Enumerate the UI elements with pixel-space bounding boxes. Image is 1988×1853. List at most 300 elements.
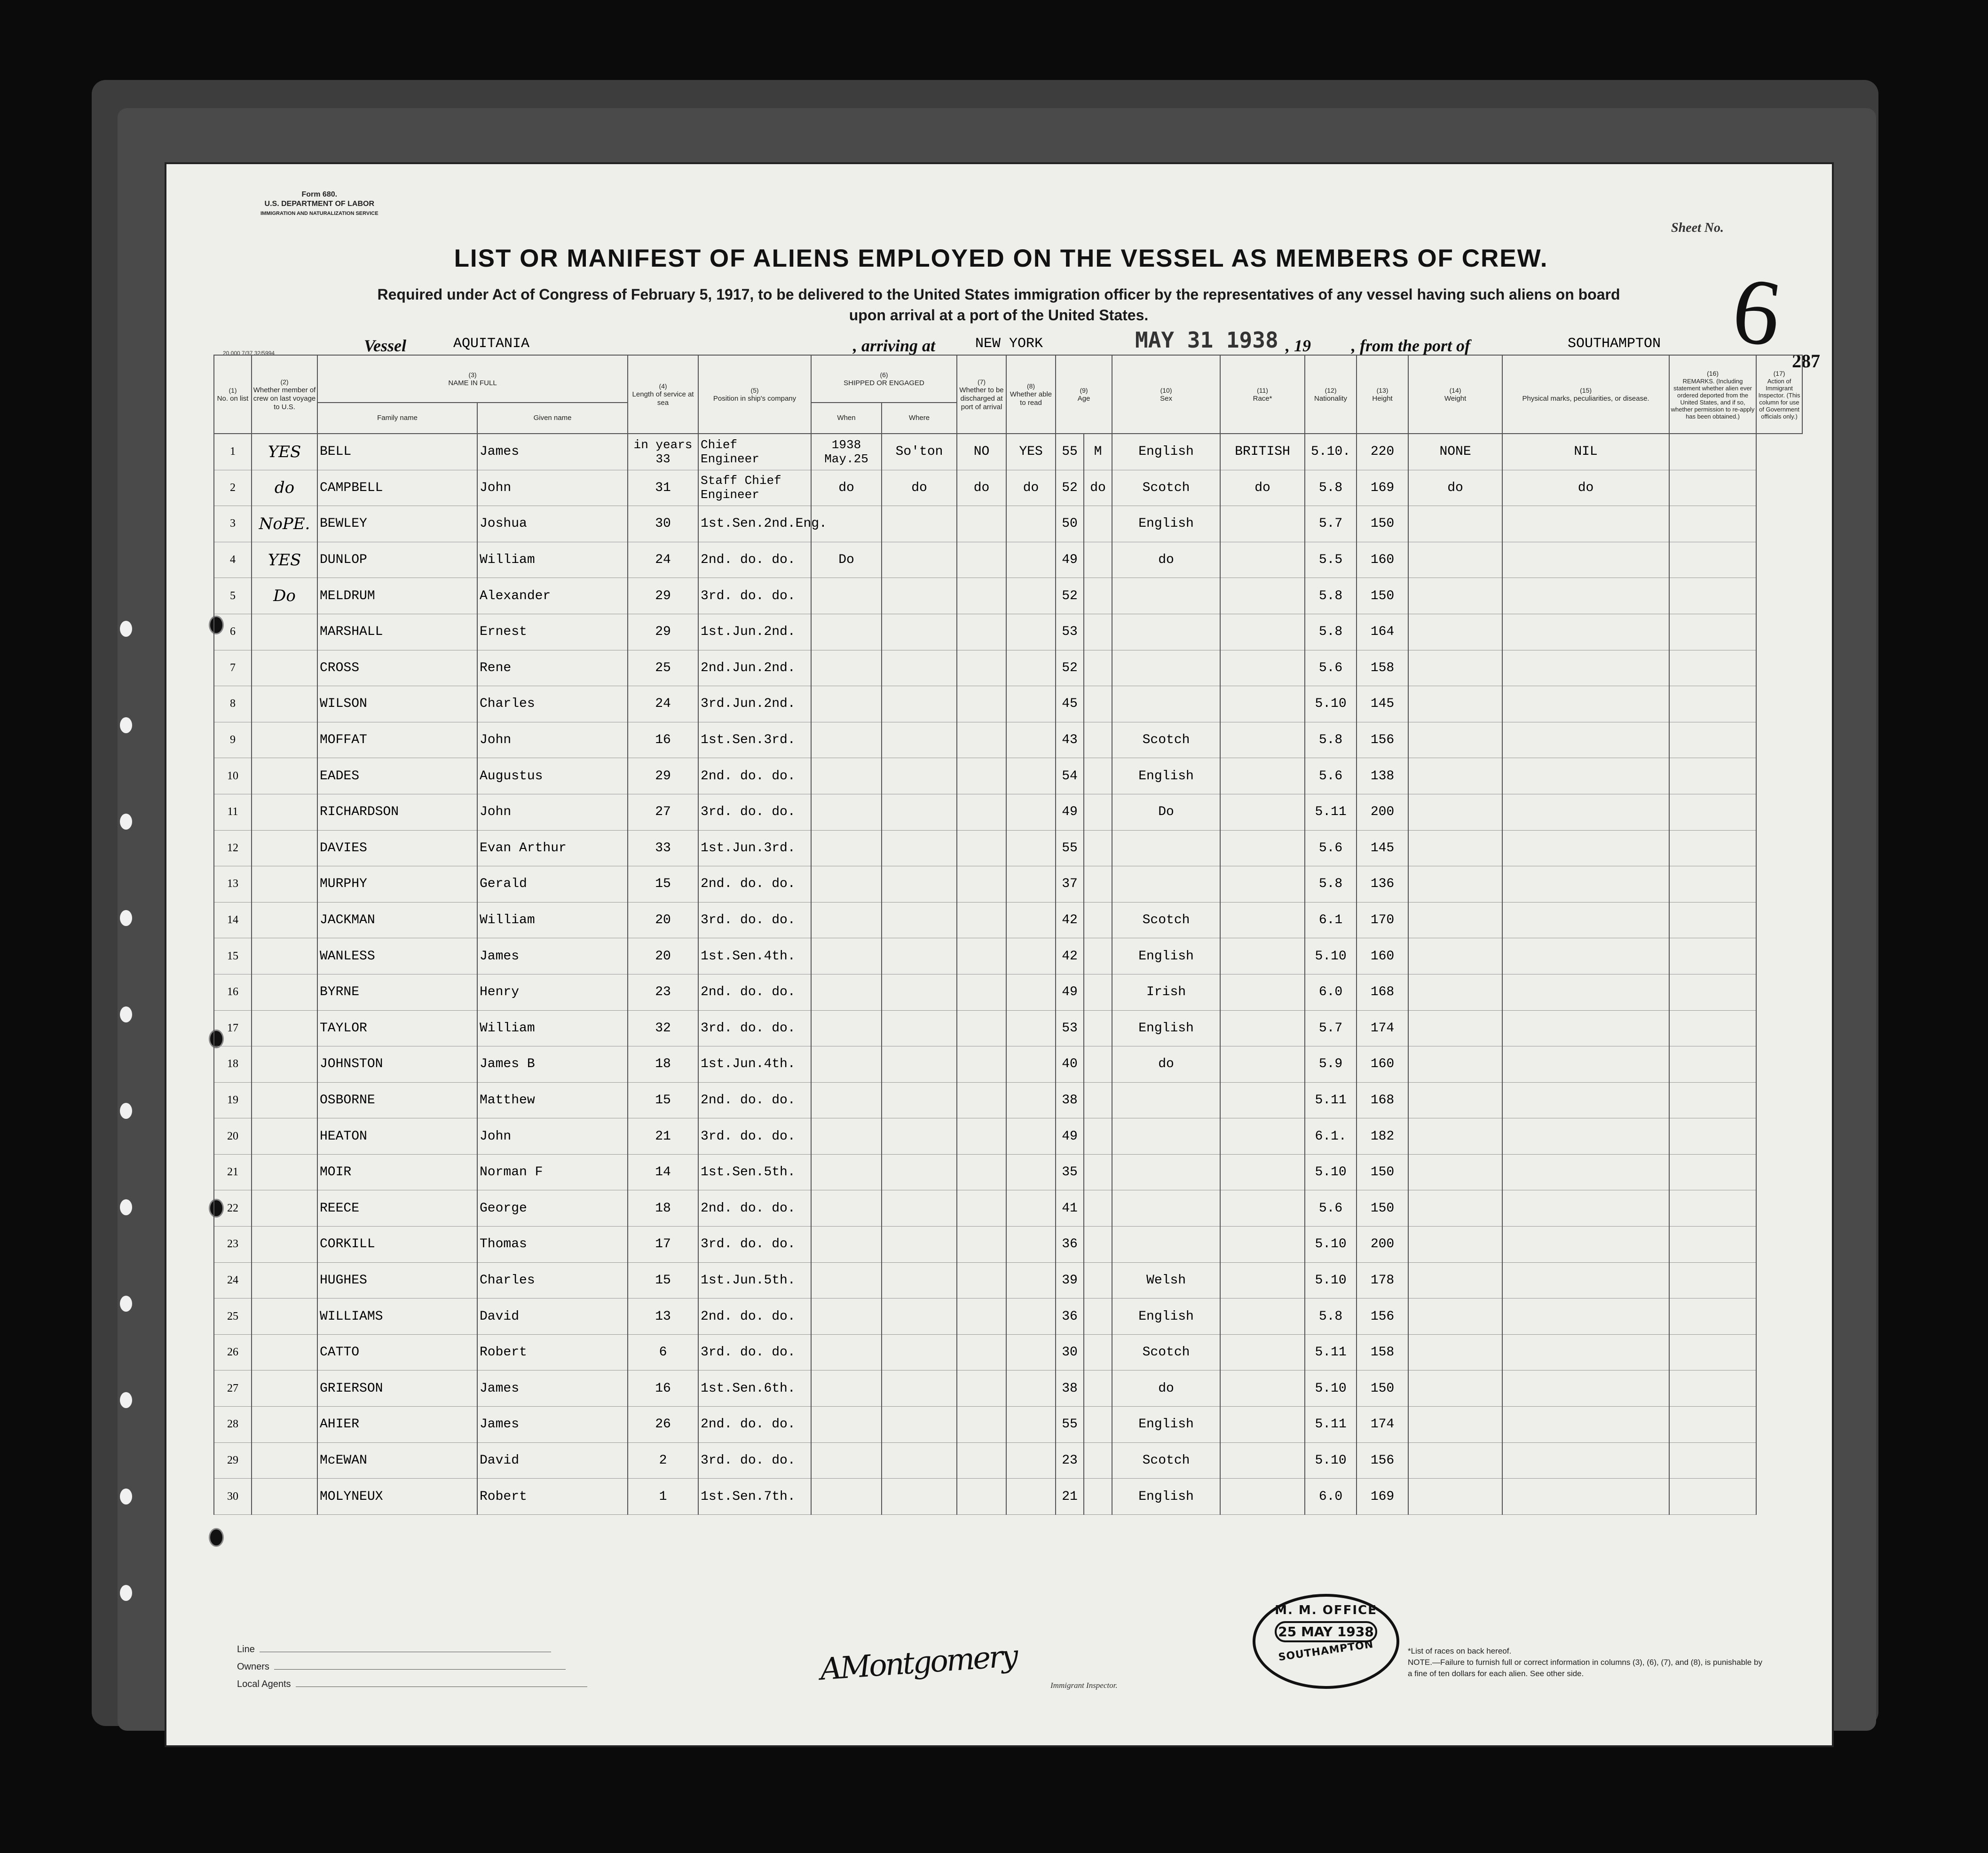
local-agents-field: Local Agents — [237, 1676, 587, 1693]
cell-service: 16 — [628, 722, 698, 758]
cell-weight: 174 — [1357, 1407, 1408, 1443]
cell-when — [811, 1299, 882, 1335]
cell-where — [882, 614, 957, 650]
cell-remarks — [1502, 1046, 1669, 1083]
cell-prev — [252, 614, 317, 650]
cell-prev — [252, 974, 317, 1010]
cell-position: 1st.Jun.3rd. — [698, 830, 811, 866]
cell-height: 5.10 — [1305, 686, 1357, 722]
cell-race: do — [1112, 1046, 1220, 1083]
cell-weight: 158 — [1357, 1334, 1408, 1370]
cell-action — [1669, 830, 1756, 866]
shipped-date: May.25 — [824, 451, 868, 466]
cell-height: 5.10 — [1305, 1442, 1357, 1479]
cell-family: CROSS — [317, 650, 477, 686]
cell-service: 24 — [628, 686, 698, 722]
cell-given: John — [477, 1118, 628, 1155]
cell-service: 16 — [628, 1370, 698, 1407]
table-row — [214, 830, 1802, 866]
cell-prev — [252, 650, 317, 686]
cell-when — [811, 1154, 882, 1190]
cell-action — [1669, 1262, 1756, 1299]
cell-no: 21 — [214, 1154, 252, 1190]
cell-where — [882, 1082, 957, 1118]
cell-service: 15 — [628, 866, 698, 903]
cell-sex — [1084, 542, 1112, 578]
cell-nat — [1220, 614, 1305, 650]
cell-position: 2nd. do. do. — [698, 1082, 811, 1118]
cell-action — [1669, 794, 1756, 830]
cell-read — [1006, 1299, 1056, 1335]
cell-given: Evan Arthur — [477, 830, 628, 866]
cell-age: 45 — [1056, 686, 1084, 722]
cell-family: MOLYNEUX — [317, 1479, 477, 1515]
cell-nat — [1220, 974, 1305, 1010]
cell-given: James B — [477, 1046, 628, 1083]
cell-height: 5.9 — [1305, 1046, 1357, 1083]
cell-weight: 182 — [1357, 1118, 1408, 1155]
cell-read — [1006, 1227, 1056, 1263]
cell-disch — [957, 578, 1006, 614]
cell-race: English — [1112, 1479, 1220, 1515]
cell-nat — [1220, 1334, 1305, 1370]
cell-family: DUNLOP — [317, 542, 477, 578]
cell-action — [1669, 1046, 1756, 1083]
cell-age: 52 — [1056, 470, 1084, 506]
cell-age: 49 — [1056, 542, 1084, 578]
cell-given: Henry — [477, 974, 628, 1010]
cell-when — [811, 1407, 882, 1443]
cell-marks — [1408, 758, 1502, 794]
year-suffix: , 19 — [1286, 336, 1311, 355]
cell-sex — [1084, 1407, 1112, 1443]
table-row — [214, 434, 1802, 470]
cell-action — [1669, 974, 1756, 1010]
cell-height: 5.8 — [1305, 1299, 1357, 1335]
cell-remarks — [1502, 686, 1669, 722]
cell-race: Scotch — [1112, 1442, 1220, 1479]
cell-marks — [1408, 974, 1502, 1010]
cell-service: 17 — [628, 1227, 698, 1263]
cell-where — [882, 1299, 957, 1335]
cell-remarks — [1502, 758, 1669, 794]
table-row — [214, 470, 1802, 506]
cell-given: Joshua — [477, 506, 628, 542]
cell-read — [1006, 1262, 1056, 1299]
cell-read — [1006, 866, 1056, 903]
cell-remarks — [1502, 614, 1669, 650]
cell-read — [1006, 1407, 1056, 1443]
table-row — [214, 650, 1802, 686]
cell-given: James — [477, 1407, 628, 1443]
table-row — [214, 1370, 1802, 1407]
cell-disch — [957, 830, 1006, 866]
cell-given: Rene — [477, 650, 628, 686]
cell-when — [811, 578, 882, 614]
cell-no: 18 — [214, 1046, 252, 1083]
cell-age: 49 — [1056, 794, 1084, 830]
cell-action — [1669, 1010, 1756, 1046]
cell-action — [1669, 938, 1756, 974]
cell-where — [882, 1442, 957, 1479]
cell-age: 38 — [1056, 1082, 1084, 1118]
cell-marks — [1408, 902, 1502, 938]
cell-no: 5 — [214, 578, 252, 614]
cell-sex — [1084, 974, 1112, 1010]
cell-prev — [252, 1334, 317, 1370]
cell-sex — [1084, 614, 1112, 650]
cell-weight: 156 — [1357, 722, 1408, 758]
cell-action — [1669, 506, 1756, 542]
cell-height: 5.6 — [1305, 830, 1357, 866]
cell-where — [882, 974, 957, 1010]
col-weight-header: (14) Weight — [1408, 355, 1502, 434]
cell-service: 24 — [628, 542, 698, 578]
sheet-number-label: Sheet No. — [1671, 221, 1724, 235]
cell-weight: 150 — [1357, 1370, 1408, 1407]
cell-race: Scotch — [1112, 722, 1220, 758]
cell-no: 6 — [214, 614, 252, 650]
cell-remarks — [1502, 722, 1669, 758]
cell-weight: 168 — [1357, 974, 1408, 1010]
cell-where — [882, 902, 957, 938]
cell-marks — [1408, 1010, 1502, 1046]
cell-when — [811, 650, 882, 686]
table-row — [214, 1442, 1802, 1479]
table-row — [214, 1299, 1802, 1335]
cell-action — [1669, 686, 1756, 722]
cell-disch — [957, 1299, 1006, 1335]
inspector-label: Immigrant Inspector. — [1050, 1681, 1118, 1690]
cell-age: 41 — [1056, 1190, 1084, 1227]
penalty-note: NOTE.—Failure to furnish full or correct information in columns (3), (6), (7), and (8), is punishable by a fine of ten dollars for each alien. See other side. — [1408, 1658, 1762, 1678]
cell-service — [628, 434, 698, 470]
cell-read — [1006, 1370, 1056, 1407]
cell-race: Irish — [1112, 974, 1220, 1010]
cell-when — [811, 1010, 882, 1046]
cell-marks: NONE — [1408, 434, 1502, 470]
cell-marks — [1408, 650, 1502, 686]
cell-no: 25 — [214, 1299, 252, 1335]
cell-disch — [957, 1479, 1006, 1515]
col-race-header: (11) Race* — [1220, 355, 1305, 434]
cell-prev — [252, 1227, 317, 1263]
cell-marks — [1408, 506, 1502, 542]
cell-family: TAYLOR — [317, 1010, 477, 1046]
cell-weight: 150 — [1357, 506, 1408, 542]
cell-no: 9 — [214, 722, 252, 758]
cell-read — [1006, 506, 1056, 542]
cell-where — [882, 1154, 957, 1190]
cell-disch: NO — [957, 434, 1006, 470]
cell-prev — [252, 1010, 317, 1046]
cell-read — [1006, 1082, 1056, 1118]
cell-disch — [957, 650, 1006, 686]
cell-prev — [252, 722, 317, 758]
cell-family: HEATON — [317, 1118, 477, 1155]
cell-action — [1669, 434, 1756, 470]
cell-when — [811, 974, 882, 1010]
cell-when: Do — [811, 542, 882, 578]
cell-nat — [1220, 758, 1305, 794]
races-note: *List of races on back hereof. — [1408, 1647, 1512, 1655]
cell-age: 36 — [1056, 1299, 1084, 1335]
cell-sex — [1084, 1299, 1112, 1335]
cell-read — [1006, 614, 1056, 650]
cell-disch — [957, 542, 1006, 578]
position-line-2: Engineer — [701, 451, 759, 466]
cell-height: 5.8 — [1305, 578, 1357, 614]
department-name: U.S. DEPARTMENT OF LABOR — [264, 200, 375, 208]
from-port-label: , from the port of — [1351, 336, 1471, 355]
cell-service: 25 — [628, 650, 698, 686]
cell-nat — [1220, 902, 1305, 938]
cell-remarks — [1502, 1299, 1669, 1335]
cell-where — [882, 1370, 957, 1407]
cell-height: 5.10 — [1305, 1370, 1357, 1407]
footer-labels — [237, 1641, 587, 1693]
cell-sex — [1084, 1227, 1112, 1263]
cell-prev — [252, 686, 317, 722]
cell-position: 2nd. do. do. — [698, 1190, 811, 1227]
cell-position: 1st.Sen.5th. — [698, 1154, 811, 1190]
cell-where — [882, 1118, 957, 1155]
cell-no: 2 — [214, 470, 252, 506]
cell-marks — [1408, 722, 1502, 758]
cell-race: English — [1112, 1407, 1220, 1443]
cell-no: 19 — [214, 1082, 252, 1118]
cell-when — [811, 434, 882, 470]
cell-read — [1006, 650, 1056, 686]
cell-prev: Do — [252, 578, 317, 614]
service-unit-note: in years — [633, 437, 693, 452]
cell-weight: 160 — [1357, 938, 1408, 974]
cell-service: 26 — [628, 1407, 698, 1443]
binder-hole — [120, 1199, 132, 1215]
cell-nat: do — [1220, 470, 1305, 506]
cell-when — [811, 1370, 882, 1407]
cell-sex — [1084, 866, 1112, 903]
cell-service: 14 — [628, 1154, 698, 1190]
cell-where — [882, 938, 957, 974]
cell-marks — [1408, 1479, 1502, 1515]
cell-remarks — [1502, 1118, 1669, 1155]
cell-race — [1112, 1082, 1220, 1118]
vessel-label: Vessel — [364, 336, 406, 355]
cell-nat: BRITISH — [1220, 434, 1305, 470]
cell-position: 3rd. do. do. — [698, 1010, 811, 1046]
cell-age: 42 — [1056, 902, 1084, 938]
cell-sex — [1084, 506, 1112, 542]
cell-remarks — [1502, 1479, 1669, 1515]
stamp-place: SOUTHAMPTON — [1278, 1638, 1374, 1664]
table-row — [214, 1154, 1802, 1190]
cell-action — [1669, 650, 1756, 686]
cell-where — [882, 866, 957, 903]
cell-prev — [252, 1082, 317, 1118]
cell-read — [1006, 1190, 1056, 1227]
cell-marks — [1408, 578, 1502, 614]
cell-height: 6.1 — [1305, 902, 1357, 938]
sheet-number-handwritten: 6 — [1726, 257, 1787, 367]
cell-position: 2nd. do. do. — [698, 1299, 811, 1335]
cell-position: 3rd. do. do. — [698, 1334, 811, 1370]
cell-position: 1st.Sen.3rd. — [698, 722, 811, 758]
cell-given: William — [477, 542, 628, 578]
cell-weight: 169 — [1357, 470, 1408, 506]
document-subtitle: Required under Act of Congress of February 5, 1917, to be delivered to the United States immigration officer by the representatives of any vessel having such aliens on board upon arrival at a port of the United States. — [377, 286, 1620, 324]
cell-weight: 220 — [1357, 434, 1408, 470]
cell-race — [1112, 650, 1220, 686]
cell-position: 1st.Jun.5th. — [698, 1262, 811, 1299]
cell-family: BYRNE — [317, 974, 477, 1010]
binder-hole — [120, 1296, 132, 1312]
cell-height: 5.11 — [1305, 1334, 1357, 1370]
cell-weight: 200 — [1357, 794, 1408, 830]
cell-when — [811, 1046, 882, 1083]
form-number: Form 680. — [301, 190, 338, 198]
cell-read — [1006, 1479, 1056, 1515]
cell-remarks — [1502, 1010, 1669, 1046]
cell-given: John — [477, 794, 628, 830]
cell-sex — [1084, 758, 1112, 794]
cell-remarks — [1502, 866, 1669, 903]
cell-when — [811, 614, 882, 650]
cell-position: 1st.Jun.2nd. — [698, 614, 811, 650]
cell-remarks — [1502, 1154, 1669, 1190]
cell-given: Augustus — [477, 758, 628, 794]
cell-race: English — [1112, 938, 1220, 974]
cell-action — [1669, 1370, 1756, 1407]
table-row — [214, 938, 1802, 974]
cell-family: JACKMAN — [317, 902, 477, 938]
cell-age: 36 — [1056, 1227, 1084, 1263]
cell-prev — [252, 1407, 317, 1443]
cell-height: 5.11 — [1305, 1082, 1357, 1118]
cell-prev: do — [252, 470, 317, 506]
binder-hole — [120, 621, 132, 637]
cell-age: 30 — [1056, 1334, 1084, 1370]
cell-read — [1006, 722, 1056, 758]
cell-height: 5.7 — [1305, 1010, 1357, 1046]
cell-service: 29 — [628, 614, 698, 650]
cell-where — [882, 1407, 957, 1443]
cell-family: DAVIES — [317, 830, 477, 866]
cell-when — [811, 1082, 882, 1118]
cell-sex — [1084, 1442, 1112, 1479]
cell-prev — [252, 1442, 317, 1479]
cell-sex — [1084, 1082, 1112, 1118]
cell-service: 15 — [628, 1082, 698, 1118]
cell-height: 5.10 — [1305, 938, 1357, 974]
cell-nat — [1220, 650, 1305, 686]
cell-where — [882, 686, 957, 722]
cell-marks — [1408, 1407, 1502, 1443]
cell-action — [1669, 1334, 1756, 1370]
col-action-header: (17) Action of Immigrant Inspector. (This column for use of Government officials only.) — [1756, 355, 1802, 434]
cell-prev — [252, 1190, 317, 1227]
col-height-header: (13) Height — [1357, 355, 1408, 434]
cell-age: 39 — [1056, 1262, 1084, 1299]
cell-action — [1669, 866, 1756, 903]
cell-nat — [1220, 1118, 1305, 1155]
cell-action — [1669, 722, 1756, 758]
cell-service: 32 — [628, 1010, 698, 1046]
cell-no: 8 — [214, 686, 252, 722]
cell-position: 2nd. do. do. — [698, 866, 811, 903]
service-years: 33 — [655, 451, 671, 466]
cell-prev: YES — [252, 542, 317, 578]
cell-sex: do — [1084, 470, 1112, 506]
cell-given: John — [477, 470, 628, 506]
cell-given: Robert — [477, 1334, 628, 1370]
table-row — [214, 1190, 1802, 1227]
cell-action — [1669, 1407, 1756, 1443]
cell-when — [811, 1190, 882, 1227]
cell-prev — [252, 830, 317, 866]
cell-where — [882, 506, 957, 542]
binder-hole — [209, 1528, 224, 1547]
col-shipped-header: (6) SHIPPED OR ENGAGED — [811, 355, 957, 403]
cell-position: 1st.Sen.2nd.Eng. — [698, 506, 811, 542]
cell-race — [1112, 1190, 1220, 1227]
col-age-header: (9) Age — [1056, 355, 1112, 434]
cell-disch — [957, 758, 1006, 794]
cell-when — [811, 830, 882, 866]
cell-position: 3rd. do. do. — [698, 902, 811, 938]
cell-height: 5.7 — [1305, 506, 1357, 542]
cell-position: 3rd. do. do. — [698, 578, 811, 614]
binder-hole — [120, 1103, 132, 1119]
cell-given: William — [477, 1010, 628, 1046]
cell-nat — [1220, 1262, 1305, 1299]
cell-race — [1112, 866, 1220, 903]
cell-age: 40 — [1056, 1046, 1084, 1083]
cell-position: 1st.Jun.4th. — [698, 1046, 811, 1083]
cell-race — [1112, 1154, 1220, 1190]
cell-read — [1006, 1118, 1056, 1155]
cell-service: 13 — [628, 1299, 698, 1335]
cell-height: 5.10 — [1305, 1262, 1357, 1299]
binder-hole — [120, 717, 132, 733]
cell-read — [1006, 974, 1056, 1010]
cell-when — [811, 1334, 882, 1370]
cell-position: 2nd. do. do. — [698, 974, 811, 1010]
cell-given: John — [477, 722, 628, 758]
vessel-name: AQUITANIA — [453, 336, 530, 352]
cell-no: 24 — [214, 1262, 252, 1299]
cell-position: 2nd. do. do. — [698, 1407, 811, 1443]
cell-weight: 156 — [1357, 1299, 1408, 1335]
cell-disch — [957, 1407, 1006, 1443]
arrival-date-stamp: MAY 31 1938 — [1135, 327, 1278, 353]
cell-read: do — [1006, 470, 1056, 506]
cell-disch — [957, 1082, 1006, 1118]
cell-weight: 200 — [1357, 1227, 1408, 1263]
cell-prev — [252, 1299, 317, 1335]
cell-when — [811, 722, 882, 758]
table-row — [214, 542, 1802, 578]
cell-weight: 160 — [1357, 542, 1408, 578]
table-row — [214, 686, 1802, 722]
cell-family: McEWAN — [317, 1442, 477, 1479]
cell-read — [1006, 578, 1056, 614]
cell-nat — [1220, 506, 1305, 542]
cell-height: 5.8 — [1305, 866, 1357, 903]
cell-family: AHIER — [317, 1407, 477, 1443]
table-row — [214, 974, 1802, 1010]
cell-sex — [1084, 1190, 1112, 1227]
